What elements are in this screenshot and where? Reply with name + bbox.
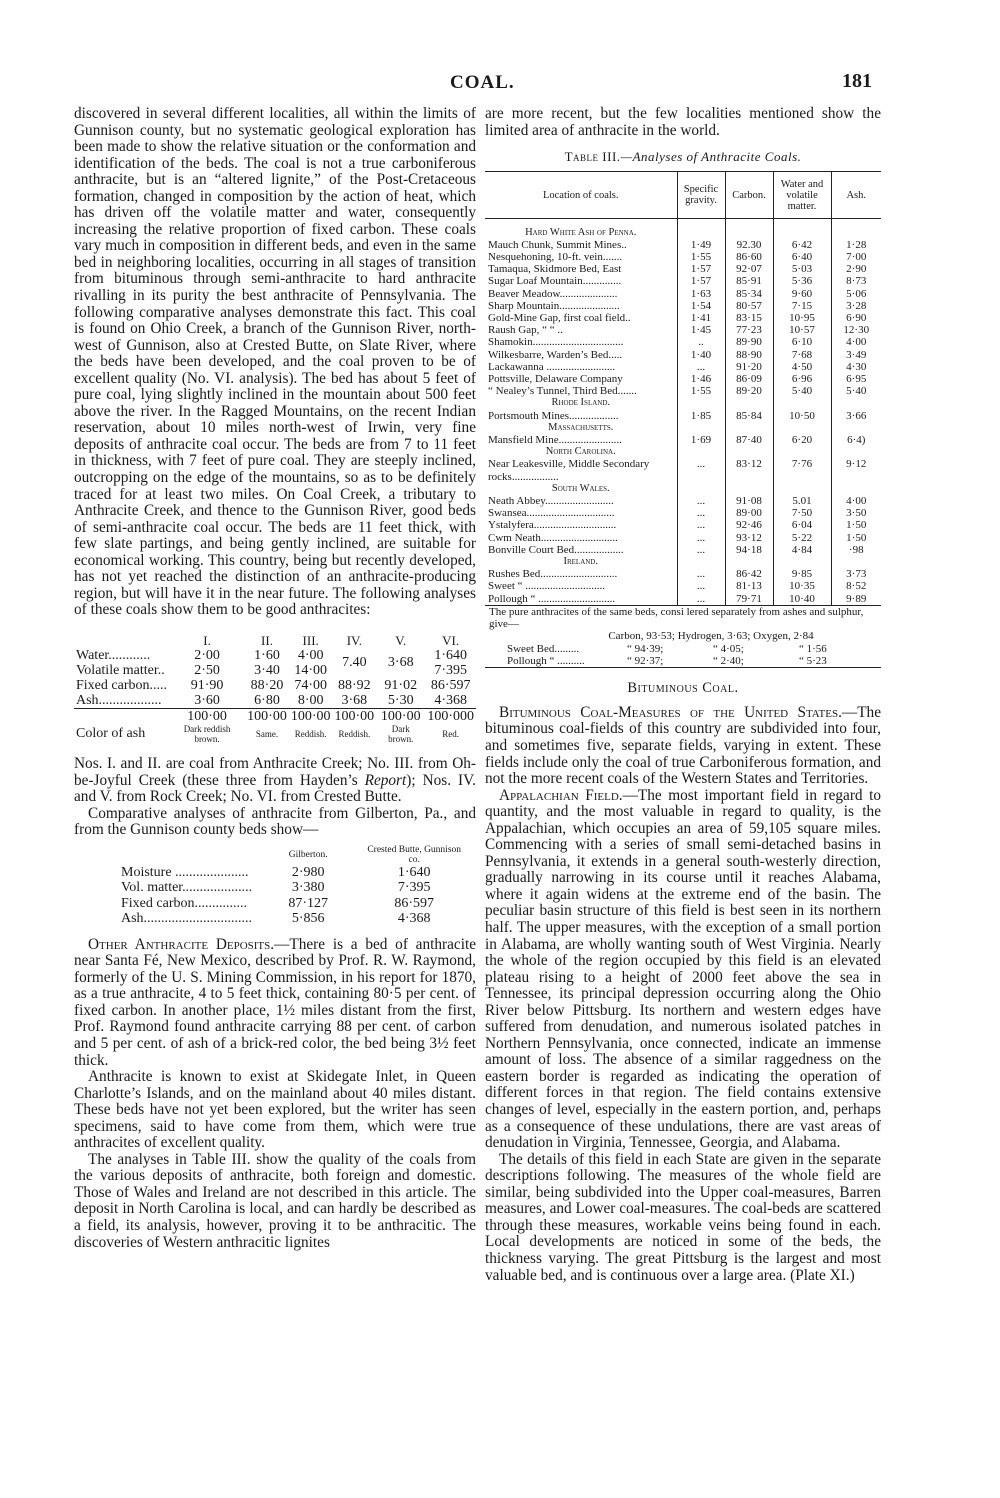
paragraph-skidegate: Anthracite is known to exist at Skidegate Inlet, in Queen Charlotte’s Islands, and on the mainland about 40 miles distant. These beds have not yet been explored, but the writer has seen specimens, said to have come from them, which were true anthracites of excellent quality.	[74, 1068, 476, 1152]
col-header: III.	[302, 632, 319, 648]
paragraph-details: The details of this field in each State are given in the separate descriptions following. The measures of the whole field are similar, being subdivided into the Upper coal-measures, Barren measures, and Lower coal-measures. The coal-beds are scattered through these measures, workable veins being found in each. Local developments are noticed in some of the beds, the thickness varying. The great Pittsburg is the largest and most valuable bed, and is continuous over a large area. (Plate XI.)	[485, 1150, 881, 1284]
table-row: “ Nealey’s Tunnel, Third Bed....... 1·55 89·20 5·40 5·40	[485, 385, 881, 397]
table-row: Wilkesbarre, Warden’s Bed..... 1·40 88·90 7·68 3·49	[485, 349, 881, 361]
table-header-row	[485, 172, 881, 219]
paragraph-sources: Nos. I. and II. are coal from Anthracite Creek; No. III. from Oh-be-Joyful Creek (these three from Hayden’s Report); Nos. IV. and V. from Rock Creek; No. VI. from Crested Butte.	[74, 754, 476, 806]
table-note-row: Sweet Bed......... “ 94·39; “ 4·05; “ 1·56	[507, 642, 827, 655]
col-header: II.	[261, 632, 273, 648]
color-of-ash-row: Color of ash Dark reddish brown. Same. Reddish. Reddish. Dark brown. Red.	[76, 723, 460, 744]
left-column	[74, 106, 476, 1251]
table-row: Near Leakesville, Middle Secondary rocks................. ... 83·12 7·76 9·12	[485, 458, 881, 482]
col-header: VI.	[442, 632, 460, 648]
table-row: Water............ 2·00 1·60 4·00 7.40 3·68 1·640	[76, 647, 467, 671]
table-row: Lackawanna ......................... ... 91·20 4·50 4·30	[485, 361, 881, 373]
table-row: Sugar Loaf Mountain.............. 1·57 85·91 5·36 8·73	[485, 275, 881, 287]
table-section-row: Ireland.	[485, 556, 881, 568]
table-section-row: Massachusetts.	[485, 422, 881, 434]
paragraph-bituminous: Bituminous Coal-Measures of the United States.—The bituminous coal-fields of this country are subdivided into four, and sometimes five, separate fields, varying in extent. These fields include only the coal of true Carboniferous formation, and not the more recent coals of the Western States and Territories.	[485, 703, 881, 788]
paragraph-other-deposits: Other Anthracite Deposits.—There is a bed of anthracite near Santa Fé, New Mexico, described by Prof. R. W. Raymond, formerly of the U. S. Mining Commission, in his report for 1870, as a true anthracite, 4 to 5 feet thick, containing 80·5 per cent. of fixed carbon. In another place, 1½ miles distant from the first, Prof. Raymond found anthracite carrying 88 per cent. of carbon and 5 per cent. of ash of a brick-red color, the bed being 3½ feet thick.	[74, 935, 476, 1069]
col-header: Specific gravity.	[677, 172, 725, 219]
table-row: Volatile matter.. 2·50 3·40 14·00 7·395	[76, 662, 467, 678]
table-row: Raush Gap, “ “ .. 1·45 77·23 10·57 12·30	[485, 324, 881, 336]
paragraph-continued: are more recent, but the few localities mentioned show the limited area of anthracite in the world.	[485, 105, 881, 139]
table-section-row: Hard White Ash of Penna.	[485, 227, 881, 239]
table-row: Moisture ..................... 2·980 1·640	[121, 864, 431, 880]
table-row: Fixed carbon..... 91·90 88·20 74·00 88·92 91·02 86·597	[76, 677, 471, 693]
anthracite-table	[485, 171, 881, 668]
running-head: COAL.	[450, 72, 515, 93]
table-row: Ystalyfera.............................. ... 92·46 6·04 1·50	[485, 519, 881, 531]
col-header: Water and volatile matter.	[773, 172, 831, 219]
table-row: Portsmouth Mines.................. 1·85 85·84 10·50 3·66	[485, 410, 881, 422]
table-row: Cwm Neath............................ ... 93·12 5·22 1·50	[485, 532, 881, 544]
table-header-row	[74, 633, 476, 648]
gilberton-table	[118, 845, 467, 927]
table-row: Pottsville, Delaware Company 1·46 86·09 6·96 6·95	[485, 373, 881, 385]
table-row: Beaver Meadow..................... 1·63 85·34 9·60 5·06	[485, 288, 881, 300]
table-header-row: Gilberton. Crested Butte, Gunnison co.	[288, 844, 462, 865]
right-column	[485, 106, 881, 1284]
table-row: Fixed carbon............... 87·127 86·597	[121, 895, 435, 911]
paragraph-table-three: The analyses in Table III. show the quality of the coals from the various deposits of anthracite, both foreign and domestic. Those of Wales and Ireland are not described in this article. The deposit in North Carolina is local, and can hardly be described as a field, its analysis, however, proving it to be anthracitic. The discoveries of Western anthracitic lignites	[74, 1150, 476, 1251]
col-header: V.	[395, 632, 407, 648]
col-header: IV.	[346, 632, 362, 648]
table-row: Pollough “ ............................ ... 79·71 10·40 9·89	[485, 593, 881, 606]
paragraph-gunnison: discovered in several different localities, all within the limits of Gunnison county, but no systematic geological exploration has been made to show the relative situation or the conformation and identification of the beds. The coal is not a true carboniferous anthracite, but is an “altered lignite,” of the Post-Cretaceous formation, changed in composition by the action of heat, which has driven off the volatile matter and water, consequently increasing the relative proportion of fixed carbon. These coals vary much in composition in different beds, and even in the same bed in neighboring localities, occurring in all stages of transition from bituminous through semi-anthracite to hard anthracite rivalling in its purity the best anthracite of Pennsylvania. The following comparative analyses demonstrate this fact. This coal is found on Ohio Creek, a branch of the Gunnison River, north-west of Gunnison, also at Crested Butte, on Slate River, where the beds have been developed, and the coal proven to be of excellent quality (No. VI. analysis). The bed has about 5 feet of pure coal, lying slightly inclined in the mountain about 500 feet above the river. In the Ragged Mountains, on the recent Indian reservation, about 10 miles north-west of Irwin, very fine deposits of anthracite coal occur. The beds are from 7 to 11 feet in thickness, with 7 feet of pure coal. They are steeply inclined, outcropping on the edge of the mountains, so as to be definitely traced for at least two miles. On Coal Creek, a tributary to Anthracite Creek, and thence to the Gunnison River, good beds of semi-anthracite coal occur. The beds are 11 feet thick, with few slate partings, and being gently inclined, are suitable for economical working. This country, being but recently developed, has not yet reached the distinction of an anthracite-producing region, but will have it in the near future. The following analyses of these coals show them to be good anthracites:	[74, 105, 476, 619]
table-section-row: North Carolina.	[485, 446, 881, 458]
table-row: Mauch Chunk, Summit Mines.. 1·49 92.30 6·42 1·28	[485, 239, 881, 251]
totals-row: 100·00 100·00 100·00 100·00 100·00 100·000	[74, 708, 476, 724]
table-row: Shamokin................................. .. 89·90 6·10 4·00	[485, 336, 881, 348]
paragraph-comparative: Comparative analyses of anthracite from Gilberton, Pa., and from the Gunnison county beds show—	[74, 804, 476, 839]
paragraph-appalachian: Appalachian Field.—The most important field in regard to quantity, and the most valuable in regard to quality, is the Appalachian, which occupies an area of 59,105 square miles. Commencing with a series of small semi-detached basins in Pennsylvania, it extends in a general south-westerly direction, gradually narrowing in its course until it reaches Alabama, where it again widens at the extreme end of the basin. The peculiar basin structure of this field is best seen in its northern half. The upper measures, with the exception of a small portion in Alabama, are wholly wanting south of West Virginia. Nearly the whole of the region occupied by this field is an elevated plateau rising to a height of 2000 feet above the sea in Tennessee, its principal depression occurring along the Ohio River below Pittsburg. Its northern and western edges have suffered from denudation, and numerous isolated patches in Northern Pennsylvania, once connected, indicate an immense amount of loss. The absence of a similar raggedness on the eastern border is regarded as indicating the operation of different forces in that region. The field contains extensive changes of level, especially in the eastern portion, and, perhaps as a consequence of these undulations, there are vast areas of denudation in Virginia, Tennessee, Georgia, and Alabama.	[485, 786, 881, 1152]
table-section-row: Rhode Island.	[485, 397, 881, 409]
table-note-line: Carbon, 93·53; Hydrogen, 3·63; Oxygen, 2·84	[608, 630, 814, 643]
table-row: Ash.................. 3·60 6·80 8·00 3·68 5·30 4·368	[76, 692, 467, 708]
table-row: Vol. matter.................... 3·380 7·395	[121, 880, 431, 896]
table-title: Table III.—Analyses of Anthracite Coals.	[564, 149, 802, 165]
table-row: Ash............................... 5·856 4·368	[121, 911, 431, 927]
table-row: Swansea................................ ... 89·00 7·50 3·50	[485, 507, 881, 519]
table-row: Gold-Mine Gap, first coal field.. 1·41 83·15 10·95 6·90	[485, 312, 881, 324]
table-row: Neath Abbey......................... ... 91·08 5.01 4·00	[485, 495, 881, 507]
page-number: 181	[842, 70, 872, 92]
gunnison-analyses-table	[74, 633, 476, 744]
table-row: Rushes Bed............................ ... 86·42 9·85 3·73	[485, 568, 881, 580]
table-row: Bonville Court Bed.................. ... 94·18 4·84 ·98	[485, 544, 881, 556]
section-title: Bituminous Coal.	[627, 679, 739, 696]
table-note-row: Pollough “ .......... “ 92·37; “ 2·40; “ 5·23	[507, 654, 827, 667]
table-row: Sweet “ ............................. ... 81·13 10·35 8·52	[485, 580, 881, 592]
col-header: Ash.	[831, 172, 881, 219]
table-row: Nesquehoning, 10-ft. vein....... 1·55 86·60 6·40 7·00	[485, 251, 881, 263]
table-row: Tamaqua, Skidmore Bed, East 1·57 92·07 5·03 2·90	[485, 263, 881, 275]
table-note: The pure anthracites of the same beds, consi lered separately from ashes and sulphur, give—	[485, 605, 881, 630]
table-row: Mansfield Mine....................... 1·69 87·40 6·20 6·4)	[485, 434, 881, 446]
table-row: Sharp Mountain...................... 1·54 80·57 7·15 3·28	[485, 300, 881, 312]
page-header	[0, 66, 1000, 96]
table-section-row: South Wales.	[485, 483, 881, 495]
col-header: Location of coals.	[485, 172, 677, 219]
col-header: I.	[203, 632, 211, 648]
col-header: Carbon.	[725, 172, 773, 219]
